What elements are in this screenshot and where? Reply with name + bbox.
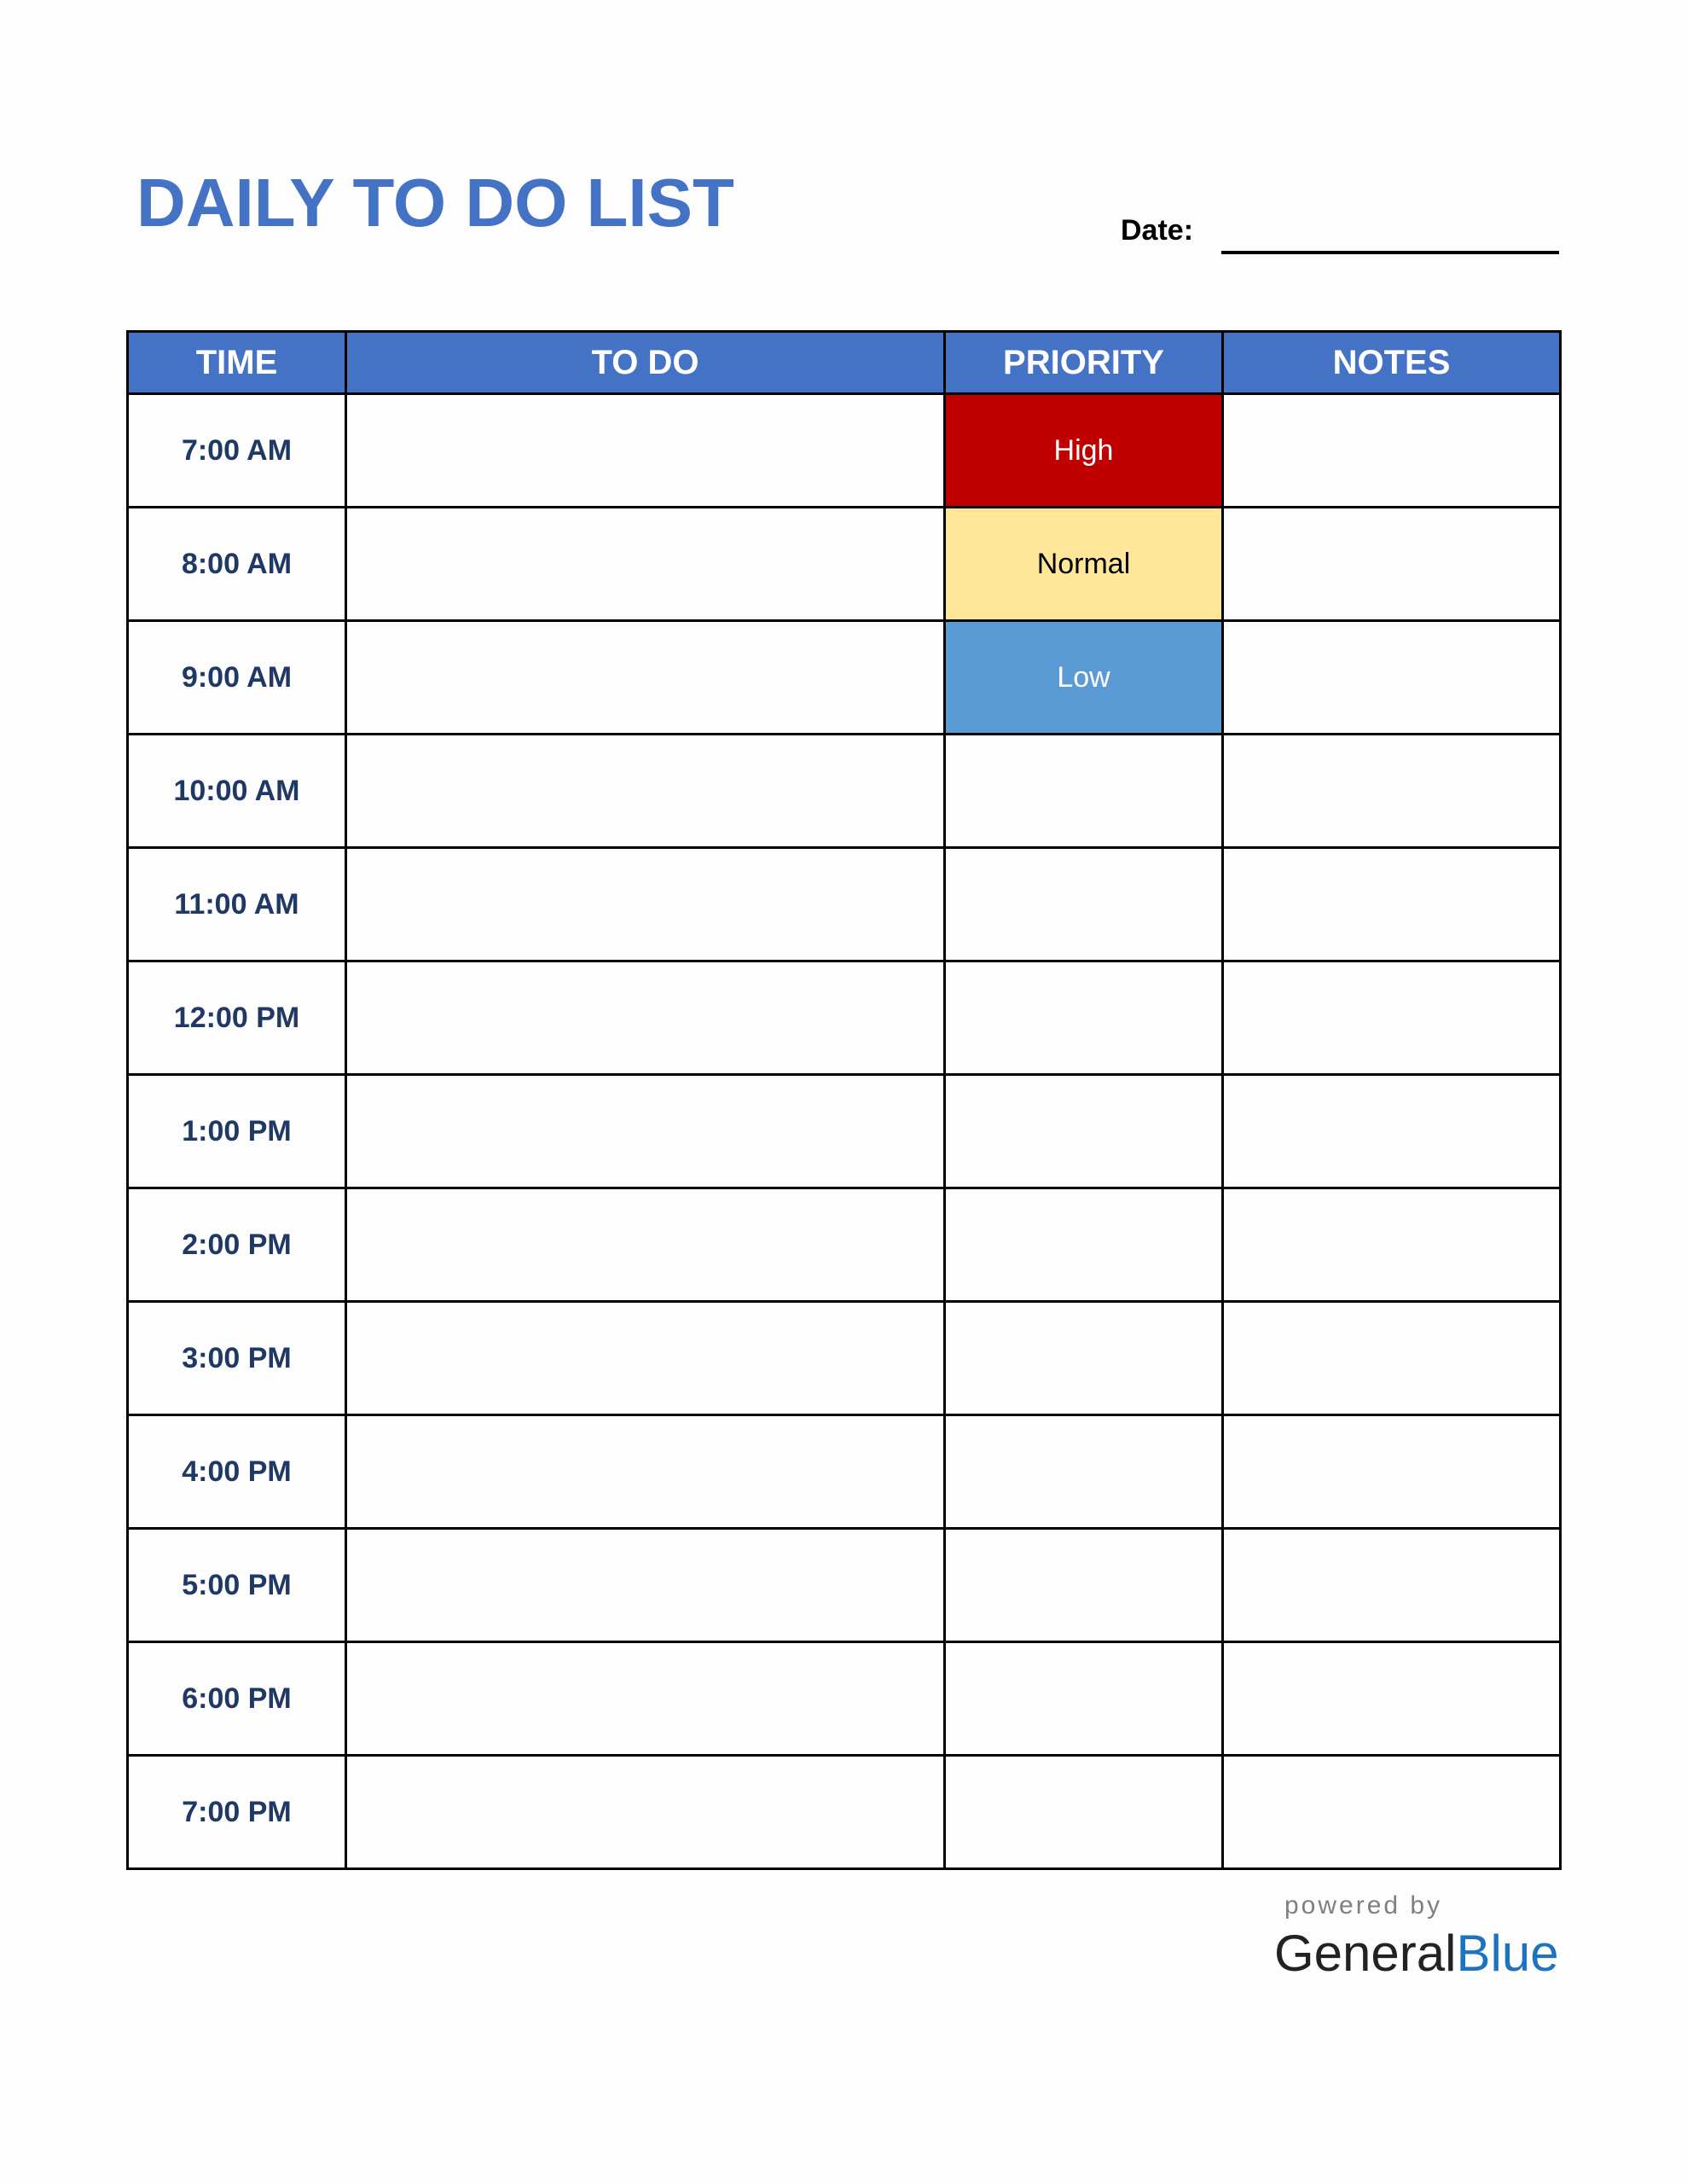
notes-cell[interactable] (1223, 394, 1561, 508)
todo-cell[interactable] (346, 1188, 945, 1302)
header-time: TIME (128, 332, 346, 394)
time-cell: 7:00 AM (128, 394, 346, 508)
header-row (128, 332, 1561, 394)
table-row (128, 1756, 1561, 1869)
table-row (128, 1075, 1561, 1188)
todo-cell[interactable] (346, 848, 945, 961)
date-label: Date: (1121, 214, 1194, 247)
priority-cell[interactable]: Low (945, 621, 1223, 735)
todo-cell[interactable] (346, 508, 945, 621)
notes-cell[interactable] (1223, 1302, 1561, 1415)
notes-cell[interactable] (1223, 1415, 1561, 1529)
notes-cell[interactable] (1223, 1188, 1561, 1302)
time-cell: 5:00 PM (128, 1529, 346, 1642)
todo-cell[interactable] (346, 961, 945, 1075)
notes-cell[interactable] (1223, 621, 1561, 735)
date-field[interactable] (1221, 205, 1559, 254)
todo-cell[interactable] (346, 1756, 945, 1869)
date-section (1121, 205, 1559, 256)
table-row (128, 1415, 1561, 1529)
table-row (128, 1529, 1561, 1642)
priority-cell[interactable] (945, 961, 1223, 1075)
notes-cell[interactable] (1223, 735, 1561, 848)
todo-cell[interactable] (346, 1642, 945, 1756)
priority-cell[interactable] (945, 1756, 1223, 1869)
header-priority: PRIORITY (945, 332, 1223, 394)
time-cell: 8:00 AM (128, 508, 346, 621)
todo-cell[interactable] (346, 1529, 945, 1642)
notes-cell[interactable] (1223, 1075, 1561, 1188)
brand-name-part1: General (1274, 1925, 1457, 1982)
time-cell: 9:00 AM (128, 621, 346, 735)
notes-cell[interactable] (1223, 848, 1561, 961)
table-row (128, 621, 1561, 735)
powered-by-text: powered by (1284, 1891, 1443, 1920)
priority-cell[interactable] (945, 1302, 1223, 1415)
brand-logo (1274, 1921, 1559, 1986)
table-row (128, 961, 1561, 1075)
todo-table (126, 330, 1562, 1870)
time-cell: 7:00 PM (128, 1756, 346, 1869)
table-row (128, 508, 1561, 621)
todo-cell[interactable] (346, 1415, 945, 1529)
priority-cell[interactable] (945, 1188, 1223, 1302)
header-todo: TO DO (346, 332, 945, 394)
table-row (128, 735, 1561, 848)
todo-cell[interactable] (346, 1075, 945, 1188)
notes-cell[interactable] (1223, 961, 1561, 1075)
notes-cell[interactable] (1223, 1529, 1561, 1642)
page-title: DAILY TO DO LIST (136, 165, 734, 241)
table-row (128, 394, 1561, 508)
notes-cell[interactable] (1223, 1642, 1561, 1756)
priority-cell[interactable] (945, 1642, 1223, 1756)
time-cell: 10:00 AM (128, 735, 346, 848)
time-cell: 4:00 PM (128, 1415, 346, 1529)
priority-cell[interactable] (945, 1415, 1223, 1529)
notes-cell[interactable] (1223, 508, 1561, 621)
todo-cell[interactable] (346, 1302, 945, 1415)
table-row (128, 1188, 1561, 1302)
time-cell: 2:00 PM (128, 1188, 346, 1302)
brand-name-part2: Blue (1456, 1925, 1559, 1982)
priority-cell[interactable] (945, 735, 1223, 848)
time-cell: 11:00 AM (128, 848, 346, 961)
todo-cell[interactable] (346, 621, 945, 735)
table-row (128, 848, 1561, 961)
time-cell: 6:00 PM (128, 1642, 346, 1756)
table-row (128, 1302, 1561, 1415)
todo-cell[interactable] (346, 394, 945, 508)
time-cell: 1:00 PM (128, 1075, 346, 1188)
todo-cell[interactable] (346, 735, 945, 848)
priority-cell[interactable]: High (945, 394, 1223, 508)
time-cell: 3:00 PM (128, 1302, 346, 1415)
header-notes: NOTES (1223, 332, 1561, 394)
priority-cell[interactable] (945, 1529, 1223, 1642)
priority-cell[interactable] (945, 1075, 1223, 1188)
priority-cell[interactable] (945, 848, 1223, 961)
time-cell: 12:00 PM (128, 961, 346, 1075)
table-row (128, 1642, 1561, 1756)
priority-cell[interactable]: Normal (945, 508, 1223, 621)
notes-cell[interactable] (1223, 1756, 1561, 1869)
